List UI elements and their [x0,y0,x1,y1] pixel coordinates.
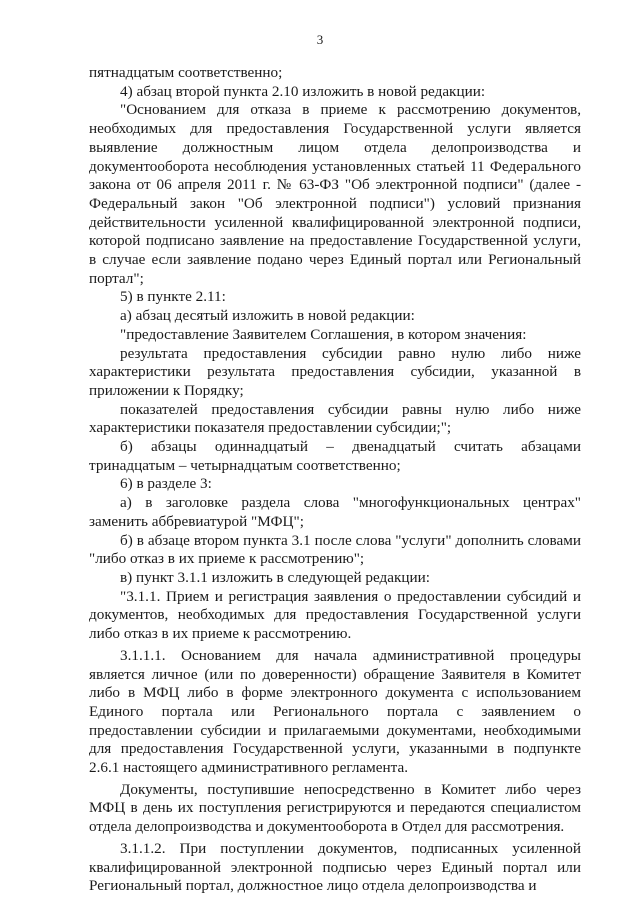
paragraph: б) в абзаце втором пункта 3.1 после слова "услуги" дополнить словами "либо отказ в их приеме к рассмотрению"; [89,531,581,568]
paragraph: 3.1.1.2. При поступлении документов, подписанных усиленной квалифицированной электронной подписью через Единый портал или Региональный портал, должностное лицо отдела делопроизводства и [89,839,581,895]
paragraph: результата предоставления субсидии равно нулю либо ниже характеристики результата предоставления субсидии, указанной в приложении к Порядку; [89,344,581,399]
paragraph: 6) в разделе 3: [120,475,212,493]
paragraph: а) в заголовке раздела слова "многофункциональных центрах" заменить аббревиатурой "МФЦ"; [89,494,581,530]
paragraph: б) абзацы одиннадцатый – двенадцатый считать абзацами тринадцатым – четырнадцатым соответственно; [89,438,581,474]
paragraph: Документы, поступившие непосредственно в Комитет либо через МФЦ в день их поступления регистрируются и передаются специалистом отдела делопроизводства и документооборота в Отдел для рассмотрения. [89,780,581,836]
paragraph: показателей предоставления субсидии равны нулю либо ниже характеристики показателя предоставлении субсидии;"; [89,400,581,437]
page-number: 3 [316,32,324,47]
paragraph: 4) абзац второй пункта 2.10 изложить в новой редакции: [120,82,486,100]
document-body [89,64,581,896]
paragraph: "Основанием для отказа в приеме к рассмотрению документов, необходимых для предоставления Государственной услуги является выявление должностным лицом отдела делопроизводства и документооборота несоблюдения установленных статьей 11 Федерального закона от 06 апреля 2011 г. № 63-ФЗ "Об электронной подписи" (далее - Федеральный закон "Об электронной подписи") условий признания действительности усиленной квалифицированной электронной подписи, которой подписано заявление на предоставление Государственной услуги, в случае если заявление подано через Единый портал или Региональный портал"; [89,101,581,287]
paragraph: пятнадцатым соответственно; [89,64,283,81]
paragraph: в) пункт 3.1.1 изложить в следующей редакции: [120,568,431,586]
paragraph: 5) в пункте 2.11: [120,288,226,306]
paragraph: "предоставление Заявителем Соглашения, в котором значения: [120,325,527,343]
paragraph: а) абзац десятый изложить в новой редакции: [120,307,415,325]
paragraph: 3.1.1.1. Основанием для начала административной процедуры является личное (или по доверенности) обращение Заявителя в Комитет либо в МФЦ либо в форме электронного документа с использованием Единого портала или Регионального портала с заявлением о предоставлении субсидии и прилагаемыми документами, необходимыми для предоставления Государственной услуги, указанными в подпункте 2.6.1 настоящего административного регламента. [89,646,581,777]
paragraph: "3.1.1. Прием и регистрация заявления о предоставлении субсидий и документов, необходимых для предоставления Государственной услуги либо отказ в их приеме к рассмотрению. [89,587,581,643]
